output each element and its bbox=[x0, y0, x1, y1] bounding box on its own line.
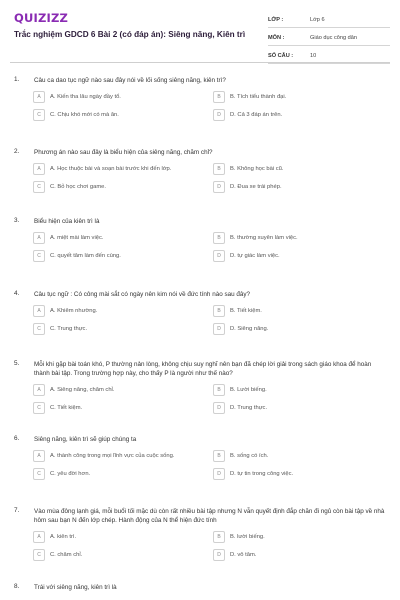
header-divider bbox=[10, 62, 390, 63]
answer-option-a[interactable] bbox=[33, 384, 213, 396]
meta-value: Lớp 6 bbox=[310, 16, 325, 23]
option-letter-box: A bbox=[33, 531, 45, 543]
option-text: A. miệt mài làm việc. bbox=[50, 235, 104, 241]
option-letter-box: D bbox=[213, 402, 225, 414]
answer-option-a[interactable] bbox=[33, 232, 213, 244]
option-letter-box: D bbox=[213, 109, 225, 121]
question-1 bbox=[0, 76, 400, 121]
worksheet-title: Trắc nghiệm GDCD 6 Bài 2 (có đáp án): Siêng năng, Kiên trì bbox=[14, 30, 246, 39]
answer-option-b[interactable] bbox=[213, 163, 393, 175]
answer-option-d[interactable] bbox=[213, 109, 393, 121]
answer-option-d[interactable] bbox=[213, 402, 393, 414]
meta-label: SỐ CÂU : bbox=[268, 52, 294, 59]
answer-option-c[interactable] bbox=[33, 109, 213, 121]
option-letter-box: C bbox=[33, 468, 45, 480]
answer-option-c[interactable] bbox=[33, 549, 213, 561]
question-number: 2. bbox=[14, 148, 20, 155]
question-header bbox=[0, 290, 400, 299]
option-text: B. lười biếng. bbox=[230, 534, 265, 540]
option-letter-box: D bbox=[213, 468, 225, 480]
answer-option-d[interactable] bbox=[213, 181, 393, 193]
option-letter-box: A bbox=[33, 305, 45, 317]
option-text: A. Học thuộc bài và soạn bài trước khi đến lớp. bbox=[50, 166, 172, 172]
meta-value: 10 bbox=[310, 52, 317, 59]
question-5 bbox=[0, 360, 400, 414]
answer-option-c[interactable] bbox=[33, 181, 213, 193]
answer-option-d[interactable] bbox=[213, 323, 393, 335]
answer-option-c[interactable] bbox=[33, 323, 213, 335]
question-number: 6. bbox=[14, 435, 20, 442]
question-header bbox=[0, 217, 400, 226]
question-text: Mỗi khi gặp bài toán khó, P thường nản lòng, không chịu suy nghĩ nên bạn đã chép lời giải trong sách giáo khoa để hoàn thành bài tập. Trong trường hợp này, cho thấy P là người như thế nào? bbox=[34, 361, 372, 377]
question-number: 4. bbox=[14, 290, 20, 297]
option-text: B. thường xuyên làm việc. bbox=[230, 235, 298, 241]
option-text: C. yêu đời hơn. bbox=[50, 471, 91, 477]
option-text: A. Kiến tha lâu ngày đầy tổ. bbox=[50, 94, 121, 100]
answer-option-b[interactable] bbox=[213, 232, 393, 244]
question-text: Trái với siêng năng, kiên trì là bbox=[34, 584, 117, 591]
option-letter-box: A bbox=[33, 91, 45, 103]
question-header bbox=[0, 148, 400, 157]
option-letter-box: C bbox=[33, 402, 45, 414]
meta-value: Giáo dục công dân bbox=[310, 34, 357, 41]
option-text: A. Khiêm nhường. bbox=[50, 308, 98, 314]
answer-options bbox=[0, 163, 400, 193]
option-text: C. chăm chỉ. bbox=[50, 552, 83, 558]
answer-option-c[interactable] bbox=[33, 468, 213, 480]
question-header bbox=[0, 507, 400, 525]
answer-option-c[interactable] bbox=[33, 402, 213, 414]
answer-option-a[interactable] bbox=[33, 163, 213, 175]
question-text: Siêng năng, kiên trì sẽ giúp chúng ta bbox=[34, 436, 137, 443]
option-text: B. Không học bài cũ. bbox=[230, 166, 284, 172]
option-letter-box: C bbox=[33, 109, 45, 121]
answer-option-b[interactable] bbox=[213, 384, 393, 396]
question-2 bbox=[0, 148, 400, 193]
option-text: A. thành công trong mọi lĩnh vực của cuộc sống. bbox=[50, 453, 175, 459]
answer-options bbox=[0, 91, 400, 121]
option-letter-box: B bbox=[213, 450, 225, 462]
option-text: B. Lười biếng. bbox=[230, 387, 267, 393]
option-letter-box: C bbox=[33, 323, 45, 335]
option-text: B. Tích tiểu thành đại. bbox=[230, 94, 287, 100]
answer-options bbox=[0, 232, 400, 262]
question-7 bbox=[0, 507, 400, 561]
question-header bbox=[0, 583, 400, 592]
option-letter-box: C bbox=[33, 250, 45, 262]
option-text: B. Tiết kiệm. bbox=[230, 308, 262, 314]
option-letter-box: A bbox=[33, 384, 45, 396]
option-letter-box: B bbox=[213, 384, 225, 396]
question-number: 8. bbox=[14, 583, 20, 590]
question-8 bbox=[0, 583, 400, 592]
option-text: C. Trung thực. bbox=[50, 326, 88, 332]
question-3 bbox=[0, 217, 400, 262]
option-text: D. tự giác làm việc. bbox=[230, 253, 280, 259]
answer-options bbox=[0, 305, 400, 335]
option-letter-box: A bbox=[33, 450, 45, 462]
option-letter-box: D bbox=[213, 250, 225, 262]
answer-options bbox=[0, 531, 400, 561]
question-number: 7. bbox=[14, 507, 20, 514]
option-letter-box: B bbox=[213, 163, 225, 175]
option-text: D. Siêng năng. bbox=[230, 326, 269, 332]
option-letter-box: D bbox=[213, 549, 225, 561]
question-header bbox=[0, 435, 400, 444]
option-letter-box: C bbox=[33, 549, 45, 561]
option-text: D. Đua xe trái phép. bbox=[230, 184, 282, 190]
option-letter-box: B bbox=[213, 232, 225, 244]
meta-label: MÔN : bbox=[268, 34, 285, 41]
option-letter-box: B bbox=[213, 305, 225, 317]
answer-option-a[interactable] bbox=[33, 531, 213, 543]
answer-options bbox=[0, 384, 400, 414]
question-number: 5. bbox=[14, 360, 20, 367]
question-number: 3. bbox=[14, 217, 20, 224]
question-text: Biểu hiện của kiên trì là bbox=[34, 218, 100, 225]
option-letter-box: D bbox=[213, 181, 225, 193]
option-text: C. Bỏ học chơi game. bbox=[50, 184, 106, 190]
answer-options bbox=[0, 450, 400, 480]
option-text: C. quyết tâm làm đến cùng. bbox=[50, 253, 121, 259]
answer-option-a[interactable] bbox=[33, 91, 213, 103]
option-text: C. Chịu khó mới có mà ăn. bbox=[50, 112, 119, 118]
answer-option-a[interactable] bbox=[33, 305, 213, 317]
meta-row-subject bbox=[268, 30, 390, 46]
worksheet-header bbox=[0, 0, 400, 62]
option-text: D. tự tin trong công việc. bbox=[230, 471, 294, 477]
quizizz-logo[interactable]: QUIZIZZ bbox=[14, 11, 69, 25]
option-text: D. Trung thực. bbox=[230, 405, 268, 411]
answer-option-a[interactable] bbox=[33, 450, 213, 462]
answer-option-b[interactable] bbox=[213, 91, 393, 103]
option-letter-box: C bbox=[33, 181, 45, 193]
question-number: 1. bbox=[14, 76, 20, 83]
question-text: Vào mùa đông lạnh giá, mỗi buổi tối mặc dù còn rất nhiều bài tập nhưng N vẫn quyết định đắp chăn đi ngủ còn bài tập về nhà hôm sau bạn N đến lớp chép. Hành động của N thể hiện đức tính bbox=[34, 508, 385, 524]
option-letter-box: B bbox=[213, 531, 225, 543]
option-text: C. Tiết kiệm. bbox=[50, 405, 83, 411]
question-text: Phương án nào sau đây là biểu hiện của siêng năng, chăm chỉ? bbox=[34, 149, 213, 156]
option-letter-box: A bbox=[33, 232, 45, 244]
question-4 bbox=[0, 290, 400, 335]
meta-info bbox=[268, 12, 390, 64]
question-text: Câu tục ngữ : Có công mài sắt có ngày nên kim nói về đức tính nào sau đây? bbox=[34, 291, 251, 298]
option-text: A. kiên trì. bbox=[50, 534, 77, 540]
option-text: D. vô tâm. bbox=[230, 552, 257, 558]
question-header bbox=[0, 76, 400, 85]
answer-option-d[interactable] bbox=[213, 250, 393, 262]
question-text: Câu ca dao tục ngữ nào sau đây nói về lối sống siêng năng, kiên trì? bbox=[34, 77, 226, 84]
option-letter-box: A bbox=[33, 163, 45, 175]
answer-option-d[interactable] bbox=[213, 549, 393, 561]
option-text: D. Cả 3 đáp án trên. bbox=[230, 112, 283, 118]
meta-label: LỚP : bbox=[268, 16, 284, 23]
option-letter-box: D bbox=[213, 323, 225, 335]
option-text: A. Siêng năng, chăm chỉ. bbox=[50, 387, 115, 393]
question-6 bbox=[0, 435, 400, 480]
option-letter-box: B bbox=[213, 91, 225, 103]
answer-option-b[interactable] bbox=[213, 531, 393, 543]
answer-option-b[interactable] bbox=[213, 305, 393, 317]
option-text: B. sống có ích. bbox=[230, 453, 269, 459]
answer-option-c[interactable] bbox=[33, 250, 213, 262]
answer-option-b[interactable] bbox=[213, 450, 393, 462]
meta-row-grade bbox=[268, 12, 390, 28]
answer-option-d[interactable] bbox=[213, 468, 393, 480]
question-header bbox=[0, 360, 400, 378]
